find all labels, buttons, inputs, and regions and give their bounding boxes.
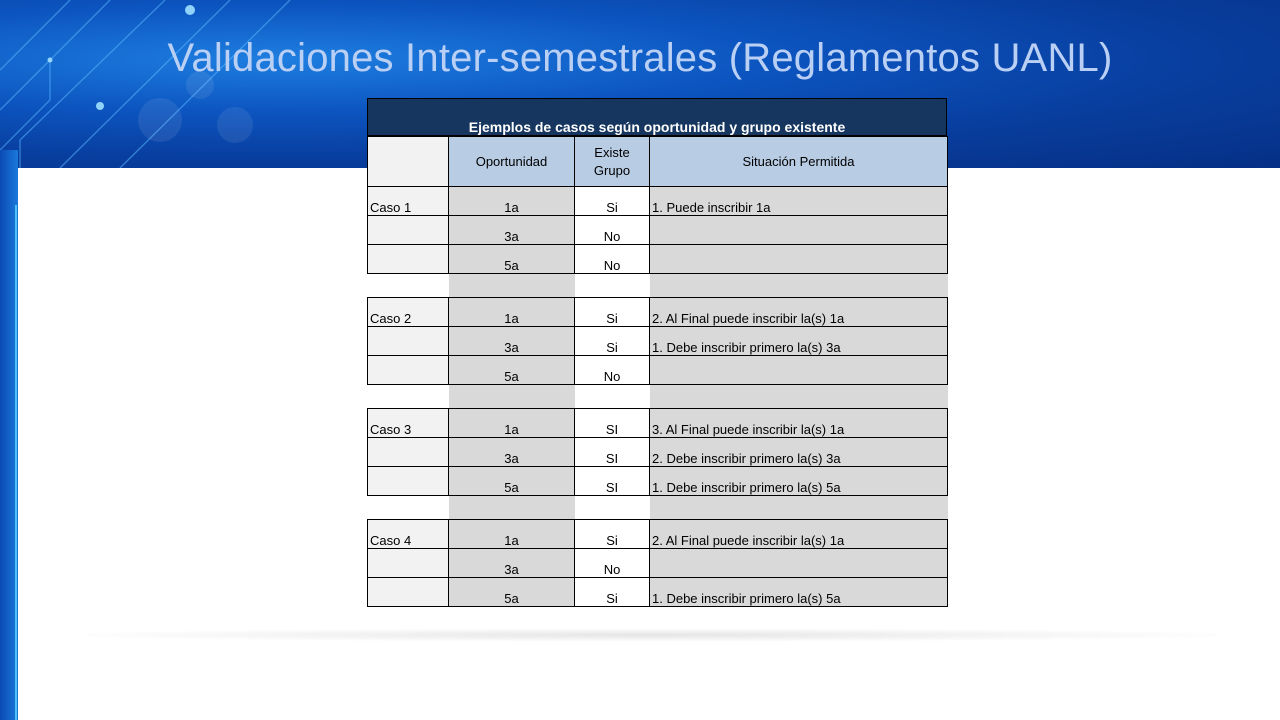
- oportunidad-cell: 1a: [449, 187, 575, 216]
- existe-grupo-cell: Si: [575, 520, 650, 549]
- case-name-cell: [368, 356, 449, 385]
- situacion-cell: [650, 356, 948, 385]
- case-name-cell: [368, 578, 449, 607]
- existe-grupo-cell: Si: [575, 327, 650, 356]
- oportunidad-cell: 1a: [449, 409, 575, 438]
- existe-grupo-cell: Si: [575, 187, 650, 216]
- table-row: [368, 467, 948, 496]
- circuit-decoration-icon: [0, 0, 420, 168]
- case-name-cell: [368, 438, 449, 467]
- situacion-cell: [650, 216, 948, 245]
- separator-cell: [650, 496, 948, 520]
- column-header-existe-grupo-text: Existe Grupo: [593, 144, 631, 178]
- existe-grupo-cell: SI: [575, 467, 650, 496]
- column-header-oportunidad: Oportunidad: [449, 137, 575, 187]
- separator-cell: [575, 274, 650, 298]
- case-separator: [368, 274, 948, 298]
- separator-cell: [449, 274, 575, 298]
- body-shadow: [40, 628, 1260, 642]
- separator-cell: [449, 385, 575, 409]
- separator-cell: [575, 385, 650, 409]
- situacion-cell: 1. Puede inscribir 1a: [650, 187, 948, 216]
- table-row: [368, 438, 948, 467]
- case-name-cell: Caso 2: [368, 298, 449, 327]
- case-name-cell: [368, 467, 449, 496]
- table-row: [368, 578, 948, 607]
- table-row: [368, 216, 948, 245]
- existe-grupo-cell: SI: [575, 438, 650, 467]
- table-row: [368, 520, 948, 549]
- situacion-cell: 2. Al Final puede inscribir la(s) 1a: [650, 520, 948, 549]
- column-header-row: [368, 137, 948, 187]
- situacion-cell: [650, 245, 948, 274]
- oportunidad-cell: 5a: [449, 578, 575, 607]
- case-separator: [368, 496, 948, 520]
- table-row: [368, 549, 948, 578]
- column-header-existe-grupo: [575, 137, 650, 187]
- case-name-cell: [368, 216, 449, 245]
- existe-grupo-cell: No: [575, 216, 650, 245]
- case-name-cell: [368, 549, 449, 578]
- table-caption: Ejemplos de casos según oportunidad y grupo existente: [367, 98, 947, 136]
- table-row: [368, 245, 948, 274]
- case-name-cell: [368, 245, 449, 274]
- table-row: [368, 327, 948, 356]
- situacion-cell: [650, 549, 948, 578]
- separator-cell: [449, 496, 575, 520]
- case-separator: [368, 385, 948, 409]
- table-row: [368, 409, 948, 438]
- existe-grupo-cell: Si: [575, 578, 650, 607]
- separator-cell: [368, 385, 449, 409]
- existe-grupo-cell: SI: [575, 409, 650, 438]
- slide-title: Validaciones Inter-semestrales (Reglamentos UANL): [167, 36, 1113, 80]
- situacion-cell: 2. Al Final puede inscribir la(s) 1a: [650, 298, 948, 327]
- cases-table: [367, 98, 947, 607]
- oportunidad-cell: 5a: [449, 467, 575, 496]
- oportunidad-cell: 3a: [449, 216, 575, 245]
- case-name-cell: Caso 4: [368, 520, 449, 549]
- oportunidad-cell: 5a: [449, 245, 575, 274]
- situacion-cell: 1. Debe inscribir primero la(s) 5a: [650, 467, 948, 496]
- table-row: [368, 298, 948, 327]
- situacion-cell: 3. Al Final puede inscribir la(s) 1a: [650, 409, 948, 438]
- separator-cell: [575, 496, 650, 520]
- case-name-cell: Caso 3: [368, 409, 449, 438]
- separator-cell: [650, 274, 948, 298]
- existe-grupo-cell: No: [575, 245, 650, 274]
- left-accent-line: [15, 205, 17, 720]
- oportunidad-cell: 5a: [449, 356, 575, 385]
- case-name-cell: [368, 327, 449, 356]
- separator-cell: [368, 496, 449, 520]
- oportunidad-cell: 3a: [449, 327, 575, 356]
- column-header-situacion: Situación Permitida: [650, 137, 948, 187]
- case-name-cell: Caso 1: [368, 187, 449, 216]
- existe-grupo-cell: Si: [575, 298, 650, 327]
- situacion-cell: 1. Debe inscribir primero la(s) 3a: [650, 327, 948, 356]
- table-row: [368, 187, 948, 216]
- column-header-blank: [368, 137, 449, 187]
- situacion-cell: 1. Debe inscribir primero la(s) 5a: [650, 578, 948, 607]
- separator-cell: [368, 274, 449, 298]
- oportunidad-cell: 1a: [449, 298, 575, 327]
- situacion-cell: 2. Debe inscribir primero la(s) 3a: [650, 438, 948, 467]
- cases-grid: [367, 136, 948, 607]
- table-row: [368, 356, 948, 385]
- existe-grupo-cell: No: [575, 356, 650, 385]
- oportunidad-cell: 3a: [449, 438, 575, 467]
- separator-cell: [650, 385, 948, 409]
- oportunidad-cell: 1a: [449, 520, 575, 549]
- oportunidad-cell: 3a: [449, 549, 575, 578]
- existe-grupo-cell: No: [575, 549, 650, 578]
